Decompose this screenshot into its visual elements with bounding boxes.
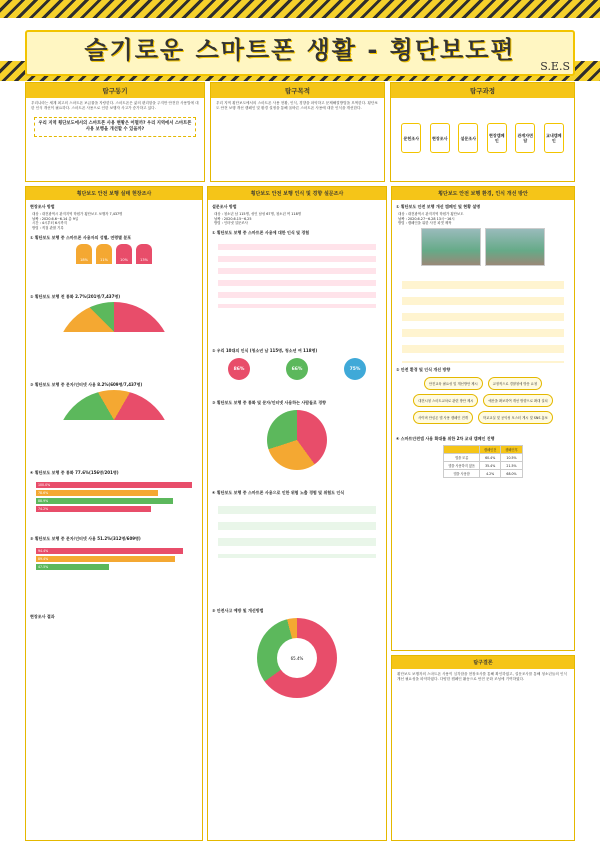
awareness-bar-chart [218,238,376,308]
col2-q4: ④ 횡단보도 보행 중 스마트폰 사용으로 인한 위험 노출 경험 및 위험도 인식 [212,490,345,496]
col2-sub1: 설문조사 방법 [212,204,237,209]
bar: 78.6% [36,490,158,496]
col2-q2: ② 우리 10대의 인식 (청소년 남 115명, 청소년 여 118명) [212,348,318,354]
campaign-result-chart [402,273,564,363]
idea-bubble: 교정적으로 경찰청에 방문 요청 [488,377,543,390]
table-cell: 68.0% [501,470,522,478]
col1-q3: ③ 횡단보도 보행 중 문자/인터넷 사용 8.2%(609명/7,437명) [30,381,143,387]
idea-bubble: 학교교실 및 공익성 포스터 게시 및 SNS 홍보 [478,411,553,424]
bar: 47.5% [36,564,109,570]
bar: 88.9% [36,498,173,504]
process-box [390,82,575,182]
purpose-header: 탐구목적 [211,83,384,98]
col2-list-item: 날짜 : 2020.6.15~6.25 [214,216,252,221]
col3-q3: ④ 스마트안전앱 사용 확대를 위한 2차 교내 캠페인 진행 [396,436,495,442]
pie-stat: 86% [228,358,250,380]
col3-header: 횡단보도 안전 보행 환경, 인식 개선 방안 [392,187,574,200]
motive-box [25,82,205,182]
figure-stat: 11% [96,244,112,264]
top-decor-band [0,0,600,18]
col1-q1: ① 횡단보도 보행 중 스마트폰 사용자의 성별, 연령별 분포 [30,234,132,240]
page-title: 슬기로운 스마트폰 생활 - 횡단보도편 [84,36,516,64]
col2-list-item: 대상 : 청소년 남 115명, 성인 남성 67명, 청소년 여 118명 [214,212,302,216]
bar: 94.4% [36,548,183,554]
gauge-chart [56,302,172,362]
step-2: 현장조사 [430,123,450,153]
col1-q4: ④ 횡단보도 보행 중 통화 77.6%(156명/201명) [30,469,119,475]
conclusion-text: 횡단보도 보행자의 스마트폰 사용이 심각함을 현장조사를 통해 확인하였고, 설문조사를 통해 청소년들의 인식 개선 필요성을 파악하였다. 다양한 캠페인 활동으로 안전 문화 조성에 기여하였다. [397,672,567,681]
col1-list-item: 날짜 : 2020.6.6~6.14 총 9일 [32,216,79,221]
col2-q5: ⑤ 안전사고 예방 및 개선방법 [212,608,264,614]
col3-list-item: 방법 : 캠페인을 위한 사전 피켓 제작 [398,221,452,226]
step-3: 설문조사 [458,123,478,153]
col3-list-item: 날짜 : 2020.6.27~6.28 13시~16시 [398,216,455,221]
col3-list-item: 대상 : 대전광역시 관저지역 학원가 횡단보도 [398,212,464,216]
idea-bubble: 사이버 안심존 앱 사용 캠페인 전개 [413,411,473,424]
app-usage-table [443,445,522,478]
col3-q2: ② 안전 환경 및 인식 개선 방향 [396,367,451,373]
purpose-box [210,82,385,182]
fieldwork-column [25,186,203,841]
survey-column [207,186,387,841]
col1-list-item: 시간 : 4시부터 6시까지 [32,221,67,226]
col2-header: 횡단보도 안전 보행 인식 및 경향 설문조사 [208,187,386,200]
motive-text: 우리나라는 세계 최고의 스마트폰 보급률을 자랑한다. 스마트폰은 삶의 편리함을 주지만 안전한 사용법에 대한 인식 개선이 필요하다. 스마트폰 사용으로 인한 보행자 사고가 증가하고 있다. [31,101,199,110]
table-cell: 4.2% [480,470,501,478]
pie-stat: 75% [344,358,366,380]
col1-list-item: 대상 : 대전광역시 관저지역 학원가 횡단보도 보행자 7,437명 [32,212,123,216]
prevention-donut-chart [257,618,337,698]
conclusion-box [391,655,575,841]
bar: 89.4% [36,556,175,562]
process-header: 탐구과정 [391,83,574,98]
table-cell: 10.5% [501,454,522,462]
col1-q5: ⑤ 횡단보도 보행 중 문자/인터넷 사용 51.2%(312명/609명) [30,535,141,541]
risk-bar-chart [218,498,376,558]
table-cell: 35.4% [480,462,501,470]
gauge-chart [56,390,172,450]
col2-q3: ③ 횡단보도 보행 중 통화 및 문자/인터넷 사용하는 사람들로 경향 [212,400,326,406]
campaign-photo [421,228,481,266]
table-cell: 캠페인후 [501,446,522,454]
donut-label: 65.4% [277,638,317,678]
table-cell: 앱을 사용함 [444,470,480,478]
table-cell: 21.5% [501,462,522,470]
team-name: S.E.S [540,60,570,73]
col1-q2: ② 횡단보도 보행 전 통화 2.7%(201명/7,437명) [30,293,121,299]
campaign-photo [485,228,545,266]
col2-q1: ① 횡단보도 보행 중 스마트폰 사용에 대한 인식 및 경험 [212,230,310,236]
col1-list-item: 방법 : 직접 관찰 기록 [32,226,64,231]
step-5: 관계자면담 [515,123,535,153]
col1-sub1: 현장조사 방법 [30,204,55,209]
bar: 100.0% [36,482,192,488]
col3-q1: ① 횡단보도 안전 보행 개선 캠페인 및 현황 설명 [396,204,481,209]
pie-stat: 66% [286,358,308,380]
bar: 74.2% [36,506,151,512]
table-cell: 앱을 사용하지 않음 [444,462,480,470]
conclusion-header: 탐구결론 [392,656,574,669]
figure-stat: 18% [76,244,92,264]
motive-header: 탐구동기 [26,83,204,98]
step-4: 현장캠페인 [487,123,507,153]
process-steps [391,98,574,153]
table-cell: 60.4% [480,454,501,462]
tendency-pie-chart [267,410,327,470]
col2-list-item: 방법 : 인터넷 설문조사 [214,221,248,226]
idea-bubble: 대전시청 스마트교차로 관련 방안 제시 [413,394,478,407]
table-cell: 캠페인전 [480,446,501,454]
col1-sub2: 현장조사 결과 [30,613,55,619]
table-cell: 앱을 모름 [444,454,480,462]
improvement-column [391,186,575,651]
idea-bubble: 예산을 확보하여 개선 방향으로 확대 설치 [483,394,552,407]
purpose-text: 우리 지역 횡단보도에서의 스마트폰 사용 현황, 인식, 경향을 파악하고 문제해결방법을 모색한다. 횡단보도 안전 보행 개선 캠페인 및 환경 설정을 통해 올바른 스마트폰 사용에 대한 인식을 개선한다. [216,101,378,110]
figure-stat: 10% [116,244,132,264]
col1-header: 횡단보도 안전 보행 실태 현장조사 [26,187,202,200]
motive-question: 우리 지역 횡단보도에서의 스마트폰 사용 현황은 어떨까? 우리 지역에서 스마트폰 사용 보행을 개선할 수 있을까? [34,117,196,137]
step-6: 교내캠페인 [544,123,564,153]
step-1: 문헌조사 [401,123,421,153]
figure-stat: 13% [136,244,152,264]
table-cell [444,446,480,454]
idea-bubble: 안전교육 필요성 및 개선방안 제시 [424,377,483,390]
